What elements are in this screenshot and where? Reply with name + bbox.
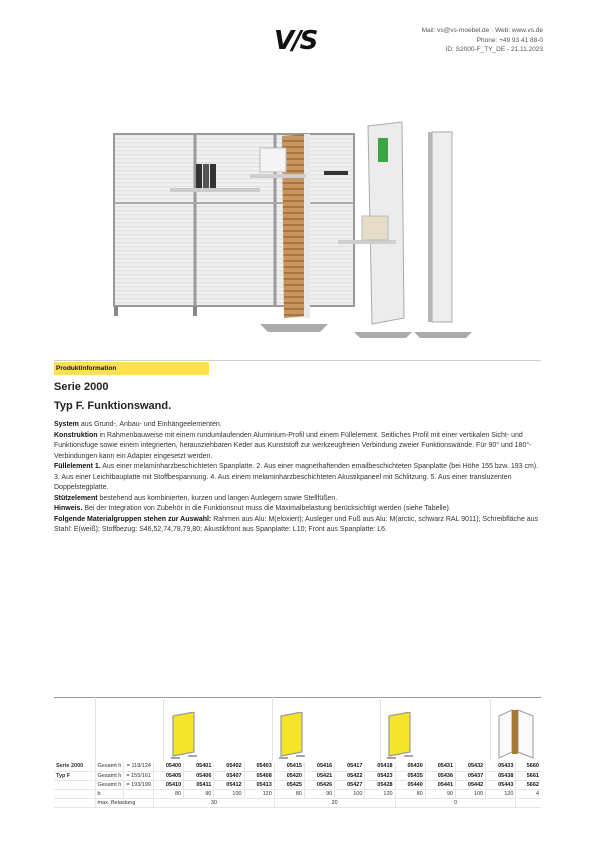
table-cell: Gesamt h — [95, 771, 124, 780]
table-cell: 05401 — [184, 762, 214, 771]
table-cell: 4 — [516, 789, 541, 798]
corner-connector-icon — [496, 708, 536, 760]
table-cell: 05413 — [244, 780, 274, 789]
desc-fill-element: Füllelement 1. Aus einer melaminharzbeschichteten Spanplatte. 2. Aus einer magnethaftenden emailbeschichteten Spanplatte (bei Höhe 155 bzw. 193 cm). 3. Aus einer Leichtbauplatte mit Stoffbespannung. 4. Aus einem melaminharzbeschichteten Akustikpaneel mit Schlitzung. 5. Aus einer transluzenten Doppelstegplatte. — [54, 463, 539, 491]
table-cell: 80 — [153, 789, 183, 798]
table-cell: 05402 — [214, 762, 244, 771]
table-row — [54, 771, 541, 780]
table-cell — [54, 789, 95, 798]
table-cell — [124, 789, 154, 798]
table-row — [54, 762, 541, 771]
table-row — [54, 789, 541, 798]
contact-phone: Phone: +49 93 41 88-0 — [476, 36, 543, 44]
table-cell: 05431 — [425, 762, 455, 771]
table-cell: 120 — [486, 789, 516, 798]
table-cell: = 155/161 — [124, 771, 154, 780]
table-cell: 100 — [214, 789, 244, 798]
desc-materials: Folgende Materialgruppen stehen zur Auswahl: Rahmen aus Alu: M(eloxiert); Ausleger und Fuß aus Alu: M(arctic, schwarz RAL 9011); Schreibfläche aus Stahl: E(weiß); Stoffbezug: S46,52,74,78,79,80; Akustikfront aus Spanplatte: L10; Front aus Spanplatte: L6. — [54, 515, 539, 533]
table-cell: 05440 — [395, 780, 425, 789]
product-description — [54, 420, 544, 536]
table-cell: 05403 — [244, 762, 274, 771]
table-cell: = 193/199 — [124, 780, 154, 789]
type-title: Typ F. Funktionswand. — [54, 400, 172, 412]
table-cell: 05412 — [214, 780, 244, 789]
panel-icon-0 — [386, 712, 414, 760]
table-cell: = 118/124 — [124, 762, 154, 771]
table-cell: 80 — [395, 789, 425, 798]
document-id: ID: S2000-F_TY_DE - 21.11.2023 — [445, 46, 543, 53]
section-divider — [54, 360, 541, 361]
table-cell: Gesamt h — [95, 780, 124, 789]
table-cell: 120 — [365, 789, 395, 798]
table-cell: 05423 — [365, 771, 395, 780]
table-cell: b — [95, 789, 124, 798]
table-cell: 30 — [153, 798, 274, 807]
desc-note: Hinweis. Bei der Integration von Zubehör in die Funktionsnut muss die Maximalbelastung berücksichtigt werden (siehe Tabelle). — [54, 505, 451, 512]
panel-icon-30 — [170, 712, 198, 760]
table-cell — [54, 780, 95, 789]
desc-support: Stützelement bestehend aus kombinierten, kurzen und langen Auslegern sowie Stellfüßen. — [54, 494, 338, 502]
table-cell: 05422 — [335, 771, 365, 780]
table-row — [54, 780, 541, 789]
desc-construction: Konstruktion in Rahmenbauweise mit einem rundumlaufenden Aluminium-Profil und einem Füllelement. Seitliches Profil mit einer vertikalen Sicht- und Funktionsfuge sowie einem integrierten, herausziehbaren Keder aus Kunststoff zur werkzeugfreien Verbindung zweier Funktionswände. Für 90° und 180°-Verbindungen kann ein Adapter eingesetzt werden. — [54, 431, 532, 460]
table-cell: 90 — [304, 789, 334, 798]
table-cell: Serie 2000 — [54, 762, 95, 771]
table-cell: 05443 — [486, 780, 516, 789]
table-cell: max. Belastung — [95, 798, 153, 807]
table-cell: 05426 — [304, 780, 334, 789]
table-cell: 05436 — [425, 771, 455, 780]
table-cell: 05430 — [395, 762, 425, 771]
table-cell: 05425 — [274, 780, 304, 789]
table-cell: 05416 — [304, 762, 334, 771]
table-cell: 100 — [456, 789, 486, 798]
table-cell — [516, 798, 541, 807]
table-cell: 05420 — [274, 771, 304, 780]
column-divider — [95, 697, 96, 761]
section-label: Produktinformation — [54, 362, 209, 375]
table-cell: 80 — [274, 789, 304, 798]
desc-system: System aus Grund-, Anbau- und Einhängeelementen. — [54, 421, 222, 428]
table-cell: 20 — [274, 798, 395, 807]
table-cell: 05441 — [425, 780, 455, 789]
table-cell — [54, 798, 95, 807]
table-cell: 05406 — [184, 771, 214, 780]
column-divider — [380, 697, 381, 761]
table-cell: 05410 — [153, 780, 183, 789]
table-cell: 05433 — [486, 762, 516, 771]
table-cell: 5662 — [516, 780, 541, 789]
table-cell: 05407 — [214, 771, 244, 780]
table-cell: Typ F — [54, 771, 95, 780]
table-cell: 100 — [335, 789, 365, 798]
column-divider — [490, 697, 491, 761]
table-cell: 5660 — [516, 762, 541, 771]
table-cell: 120 — [244, 789, 274, 798]
contact-info — [422, 26, 543, 55]
table-cell: 5661 — [516, 771, 541, 780]
table-cell: 05435 — [395, 771, 425, 780]
panel-icon-20 — [278, 712, 306, 760]
table-cell: 05438 — [486, 771, 516, 780]
contact-mail: Mail: vs@vs-moebel.de · Web: www.vs.de — [421, 27, 543, 34]
table-cell: 05437 — [456, 771, 486, 780]
table-row — [54, 798, 541, 807]
table-cell: 05400 — [153, 762, 183, 771]
table-top-rule — [54, 697, 541, 698]
article-table — [54, 762, 541, 808]
table-cell: 05411 — [184, 780, 214, 789]
table-cell: 05427 — [335, 780, 365, 789]
product-photo — [110, 98, 490, 344]
table-cell: 05418 — [365, 762, 395, 771]
series-title: Serie 2000 — [54, 381, 109, 393]
table-cell: 05405 — [153, 771, 183, 780]
table-cell: 05417 — [335, 762, 365, 771]
table-cell: 05408 — [244, 771, 274, 780]
column-divider — [272, 697, 273, 761]
vs-logo: V/S — [274, 26, 317, 56]
table-cell: 05415 — [274, 762, 304, 771]
table-cell: 05442 — [456, 780, 486, 789]
table-cell: 0 — [395, 798, 516, 807]
table-cell: 05421 — [304, 771, 334, 780]
table-cell: 90 — [425, 789, 455, 798]
table-cell: 05432 — [456, 762, 486, 771]
table-cell: Gesamt h — [95, 762, 124, 771]
column-divider — [163, 697, 164, 761]
table-cell: 05428 — [365, 780, 395, 789]
table-cell: 90 — [184, 789, 214, 798]
